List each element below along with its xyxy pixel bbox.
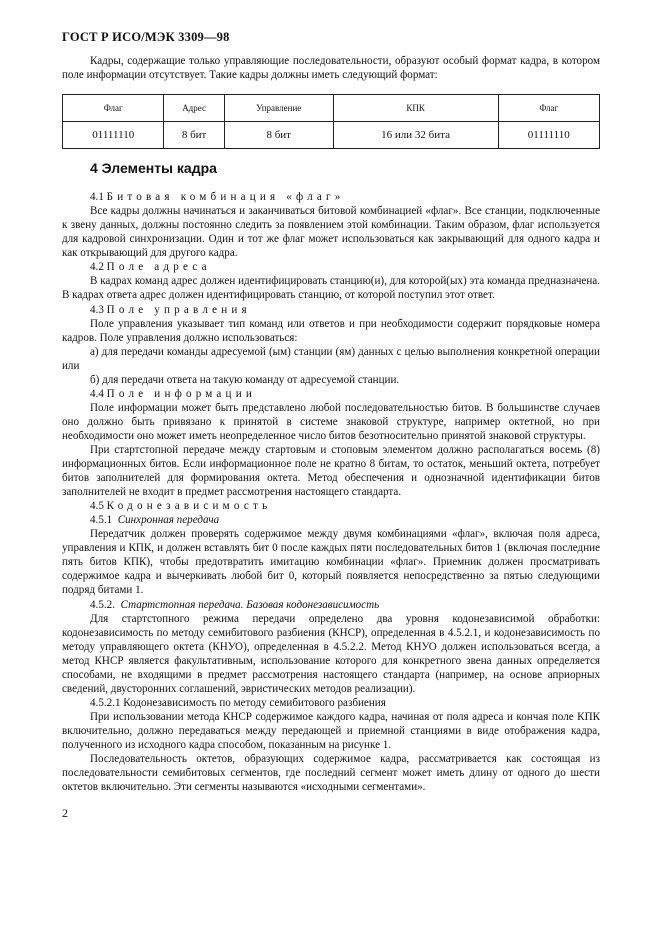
subsection-heading-4-5-1: 4.5.1 Синхронная передача	[90, 514, 220, 527]
table-row	[63, 122, 600, 149]
page-body	[62, 54, 600, 794]
subsection-heading-4-5: 4.5 Кодонезависимость	[90, 500, 272, 513]
table-header-cell: Адрес	[164, 95, 224, 122]
paragraph-4-1: Все кадры должны начинаться и заканчиваться битовой комбинацией «флаг». Все станции, подключенные к звену данных, должны постоянно следить за появлением этой комбинации. Таким образом, флаг используется для кадровой синхронизации. Один и тот же флаг может использоваться как закрывающий для одного кадра и как открывающий для другого кадра.	[62, 205, 600, 260]
subsection-heading-4-3: 4.3 Поле управления	[90, 303, 251, 316]
intro-paragraph: Кадры, содержащие только управляющие последовательности, образуют особый формат кадра, в котором поле информации отсутствует. Такие кадры должны иметь следующий формат:	[62, 55, 600, 82]
table-header-cell: Управление	[224, 95, 333, 122]
frame-format-table	[62, 94, 600, 149]
table-header-cell: КПК	[333, 95, 498, 122]
table-cell: 8 бит	[224, 122, 333, 149]
subsection-heading-4-2: 4.2 Поле адреса	[90, 261, 211, 274]
list-item-a: а) для передачи команды адресуемой (ым) станции (ям) данных с целью выполнения конкретной операции или	[62, 345, 600, 372]
table-header-cell: Флаг	[63, 95, 164, 122]
subsection-heading-4-5-2-1: 4.5.2.1 Кодонезависимость по методу семибитового разбиения	[90, 696, 386, 709]
list-item-b: б) для передачи ответа на такую команду от адресуемой станции.	[90, 373, 400, 386]
paragraph-4-3: Поле управления указывает тип команд или ответов и при необходимости содержит порядковые номера кадров. Поле управления должно использоваться:	[62, 317, 600, 344]
table-cell: 8 бит	[164, 122, 224, 149]
section-heading: 4 Элементы кадра	[90, 160, 217, 177]
paragraph-4-4-a: Поле информации может быть представлено любой последовательностью битов. В большинстве случаев оно должно быть привязано к принятой в системе знаковой структуре, например октетной, но при необходимости оно может иметь неопределенное число битов безотносительно принятой знаковой структуры.	[62, 401, 600, 442]
subsection-heading-4-5-2: 4.5.2. Стартстопная передача. Базовая кодонезависимость	[90, 598, 380, 611]
paragraph-4-2: В кадрах команд адрес должен идентифицировать станцию(и), для которой(ых) эта команда предназначена. В кадрах ответа адрес должен идентифицировать станцию, от которой поступил этот ответ.	[62, 275, 600, 302]
table-header-row	[63, 95, 600, 122]
page-number: 2	[62, 806, 68, 820]
paragraph-4-5-2-1-b: Последовательность октетов, образующих содержимое кадра, рассматривается как состоящая из последовательности семибитовых сегментов, где последний сегмент может иметь длину от одного до шести октетов включительно. Эти сегменты называются «исходными сегментами».	[62, 753, 600, 794]
paragraph-4-5-2-1-a: При использовании метода КНСР содержимое каждого кадра, начиная от поля адреса и кончая поле КПК включительно, должно передаваться между передающей и приемной станциями в виде отображения кадра, полученного из исходного кадра способом, показанным на рисунке 1.	[62, 710, 600, 751]
table-cell: 16 или 32 бита	[333, 122, 498, 149]
subsection-heading-4-1: 4.1 Битовая комбинация «флаг»	[90, 191, 345, 204]
paragraph-4-5-2: Для стартстопного режима передачи определено два уровня кодонезависимой обработки: кодонезависимость по методу семибитового разбиения (КНСР), определенная в 4.5.2.1, и кодонезависимость по методу управляющего октета (КНУО), определенная в 4.5.2.2. Метод КНУО должен использоваться всегда, а метод КНСР является факультативным, использование которого для конкретного звена данных определяется способами, не входящими в предмет рассмотрения настоящего стандарта (например, на основе априорных сведений, двусторонних соглашений, эвристических методов реализации).	[62, 612, 600, 695]
subsection-heading-4-4: 4.4 Поле информации	[90, 387, 256, 400]
running-header: ГОСТ Р ИСО/МЭК 3309—98	[62, 30, 230, 44]
paragraph-4-4-b: При стартстопной передаче между стартовым и стоповым элементом должно располагаться восемь (8) информационных битов. Если информационное поле не кратно 8 битам, то остаток, меньший октета, потребует битов заполнителей для формирования октета. Метод обеспечения и однозначной идентификации битов заполнителей не входит в предмет рассмотрения настоящего стандарта.	[62, 443, 600, 499]
table-cell: 01111110	[498, 122, 599, 149]
table-header-cell: Флаг	[498, 95, 599, 122]
table-cell: 01111110	[63, 122, 164, 149]
paragraph-4-5-1: Передатчик должен проверять содержимое между двумя комбинациями «флаг», включая поля адреса, управления и КПК, и должен вставлять бит 0 после каждых пяти последовательных битов 1 (включая последние пять битов КПК), чтобы предотвратить имитацию комбинации «флаг». Приемник должен просматривать содержимое кадра и вычеркивать любой бит 0, который появляется непосредственно за пятью следующими подряд битами 1.	[62, 528, 600, 597]
